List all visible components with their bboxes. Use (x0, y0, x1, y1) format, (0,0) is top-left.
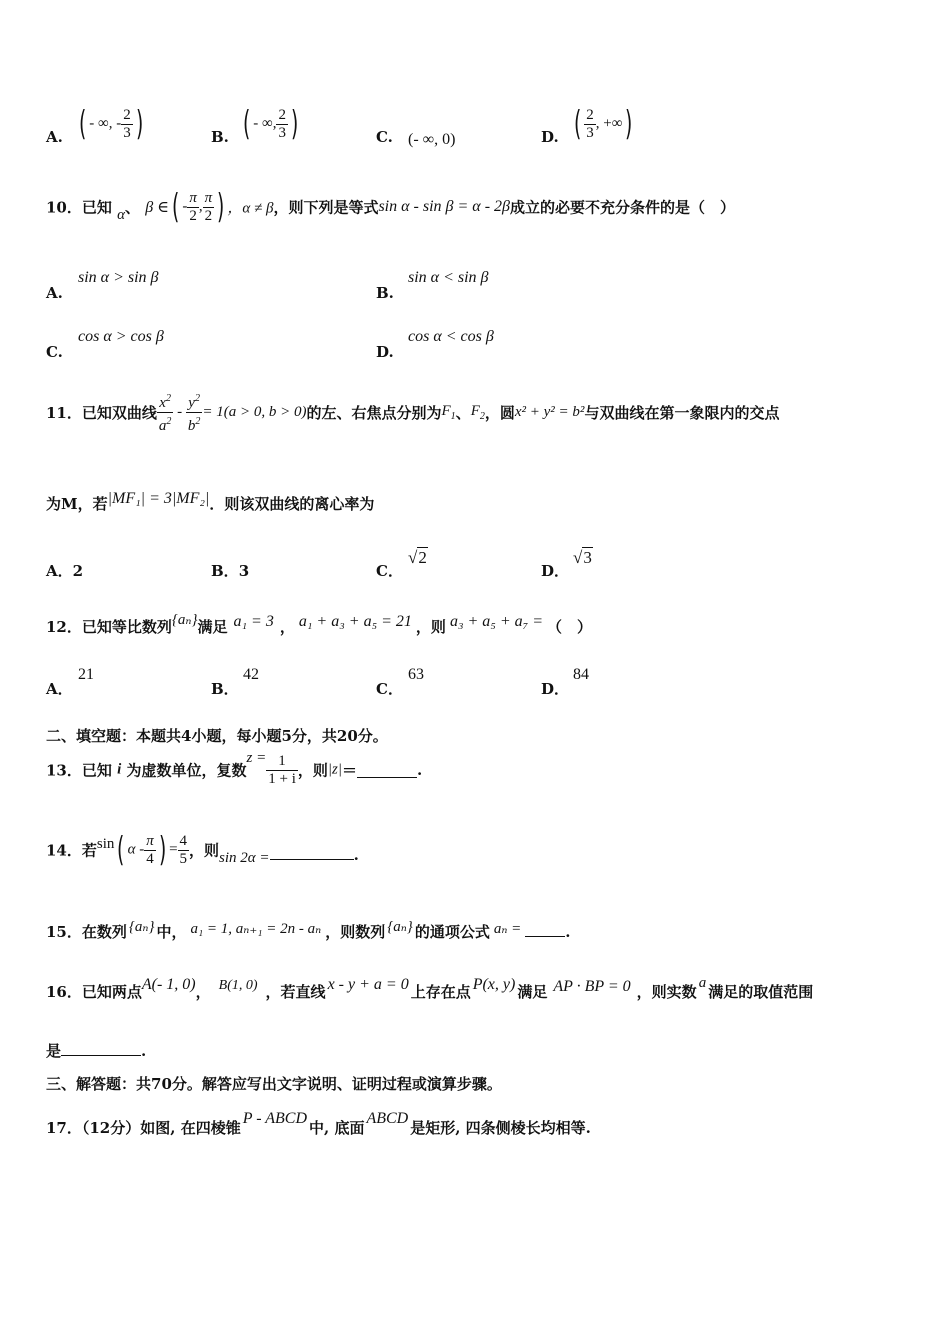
q16-end: . (141, 1042, 147, 1060)
q14-sin: sin (96, 836, 115, 852)
q11-stem-line2 (46, 490, 374, 514)
q15-cond: a₁ = 1, aₙ₊₁ = 2n - aₙ (190, 921, 322, 937)
q12-c2: a₁ + a₃ + a₅ = 21 (298, 613, 412, 630)
q9-d-num: 2 (586, 106, 594, 123)
q12-t2: ， (279, 618, 295, 636)
q11-option-c-label: C． (376, 562, 403, 580)
q11-option-b (211, 560, 249, 581)
q9-b-num: 2 (278, 106, 286, 123)
q14-fnum: 4 (179, 832, 188, 849)
q14-pi: π (146, 832, 154, 849)
q13-t1: 为虚数单位，复数 (121, 761, 247, 780)
q9-option-d-expr: ( $\frac{2}{3}$ , +∞) (573, 104, 633, 144)
q15-t3: 的通项公式 (414, 923, 490, 941)
q12-option-b-label: B． (211, 680, 239, 698)
q13-frac-num: 1 (266, 753, 298, 771)
q11-option-c-sqrt: √2 (408, 548, 427, 567)
q11-b-value: 3 (238, 562, 250, 580)
q14-inner: α - (127, 841, 145, 858)
q10-option-a-label: A. (46, 284, 63, 302)
q17-pyramid: P - ABCD (242, 1110, 307, 1127)
q15-t2: ，则数列 (325, 923, 386, 941)
q15-num: 15．在数列 (46, 923, 127, 941)
q9-option-d-label: D. (541, 128, 559, 146)
q11-a: a (158, 418, 167, 434)
q17-t1: 中, 底面 (309, 1119, 365, 1137)
q10-option-b-label: B. (376, 284, 394, 302)
q16-t4: ，则实数 (636, 983, 697, 1001)
q15-answer-blank[interactable] (525, 922, 565, 937)
q9-option-a-label: A. (46, 128, 63, 146)
q9-b-left: - ∞, (253, 115, 277, 132)
q11-text1: 的左、右焦点分别为 (306, 404, 442, 422)
q10-pi-1: π (189, 189, 197, 206)
q11-x: x (159, 395, 166, 411)
q10-stem: 10．已知 α、 β ∈( - $\frac{\pi}{2}$ , $\frac{\pi}{2}$ ) ，α ≠ β，则下列是等式sin α - sin β = α - 2β成立的必要不充分条件的是（ ） (46, 187, 735, 227)
q11-y: y (188, 395, 195, 411)
q16-point-a: A(- 1, 0) (141, 976, 196, 993)
q10-interval-left: - (182, 198, 188, 215)
q15-seq-2: {aₙ} (387, 919, 413, 935)
q16-line2: 是 (46, 1042, 62, 1060)
q9-a-num: 2 (123, 106, 131, 123)
q12-option-a-value: 21 (78, 666, 94, 683)
q17-num: 17．（12分）如图, 在四棱锥 (46, 1119, 241, 1137)
q11-text2: ，圆 (484, 404, 515, 422)
q10-option-d-expr: cos α < cos β (408, 328, 494, 345)
q13-frac-den: 1 + i (268, 770, 296, 787)
q10-tail: 成立的必要不充分条件的是（ ） (509, 198, 735, 217)
q14-stem: 14．若sin( α - $\frac{\pi}{4}$ ) = $\frac{4}{5}$ ，则sin 2α = . (46, 830, 359, 870)
q12-seq: {aₙ} (171, 612, 198, 628)
q10-mid: ，则下列是等式 (273, 198, 379, 217)
q12-c3: a₃ + a₅ + a₇ = (449, 613, 544, 630)
q16-t5: 满足的取值范围 (708, 983, 814, 1001)
q11-f2: F (470, 403, 480, 419)
q17-t2: 是矩形, 四条侧棱长均相等. (410, 1119, 591, 1137)
q13-i: i (117, 761, 122, 778)
q11-stem-line1: 11．已知双曲线 $\frac{x^2}{a^2}$ - $\frac{y^2}{b^2}$ = 1(a > 0, b > 0)的左、右焦点分别为$F_1$、$F_2$，圆x² + y² = b²与双曲线在第一象限内的交点 (46, 390, 779, 435)
q14-t1: ，则 (189, 841, 220, 860)
q15-t1: 中， (156, 923, 187, 941)
q16-stem-line1 (46, 975, 813, 1002)
q16-num: 16．已知两点 (46, 983, 142, 1001)
q11-a-value: 2 (72, 562, 84, 580)
q16-point-p: P(x, y) (472, 976, 516, 993)
q10-beta-in: β ∈ (145, 199, 170, 216)
q9-d-right: , +∞ (595, 115, 623, 132)
q16-a: a (698, 975, 707, 991)
q15-end: . (565, 923, 571, 941)
q9-d-den: 3 (586, 124, 594, 141)
q11-sep: 、 (455, 404, 471, 422)
q12-option-b-value: 42 (243, 666, 259, 683)
q17-stem (46, 1110, 591, 1138)
q11-text3: 与双曲线在第一象限内的交点 (584, 404, 780, 422)
q12-option-c-value: 63 (408, 666, 424, 683)
q11-b: b (187, 418, 196, 434)
q10-option-d-label: D. (376, 343, 394, 361)
q9-option-c-label: C. (376, 128, 393, 146)
q11-b-label: B． (211, 562, 239, 580)
q11-option-d-label: D． (541, 562, 570, 580)
q14-fden: 5 (179, 850, 188, 867)
q16-stem-line2 (46, 1040, 146, 1061)
q9-a-den: 3 (123, 124, 131, 141)
section-3-heading: 三、解答题：共70分。解答应写出文字说明、证明过程或演算步骤。 (46, 1075, 502, 1093)
q13-z: z = (246, 750, 267, 766)
q11-f1: F (441, 403, 451, 419)
q9-option-b-label: B. (211, 128, 229, 146)
q12-t3: ，则 (415, 618, 446, 636)
q10-equation: sin α - sin β = α - 2β (378, 198, 510, 215)
q9-option-b-expr: ( - ∞, $\frac{2}{3}$ ) (242, 104, 299, 144)
q15-stem (46, 917, 571, 942)
q10-alpha: α (117, 207, 125, 223)
q16-line: x - y + a = 0 (327, 976, 409, 993)
q13-t2: ，则 (297, 761, 328, 780)
q14-num: 14．若 (46, 841, 97, 860)
q11-num: 11．已知双曲线 (46, 404, 157, 422)
q10-pi-2: π (204, 189, 213, 206)
q12-option-a-label: A． (46, 680, 73, 698)
q10-option-b-expr: sin α < sin β (408, 269, 489, 286)
q11-option-d-sqrt: √3 (573, 548, 592, 567)
q9-a-left: - ∞, - (89, 115, 122, 132)
q10-option-c-label: C. (46, 343, 63, 361)
q11-option-a (46, 560, 83, 581)
q15-an: aₙ = (493, 921, 522, 937)
q13-t3: ＝ (341, 761, 357, 780)
q14-end: . (353, 846, 359, 864)
q12-option-d-label: D． (541, 680, 570, 698)
q14-eq: = (169, 841, 178, 858)
q16-t1: ，若直线 (265, 983, 326, 1001)
q10-comma: , (198, 198, 203, 215)
q11-c-radicand: 2 (418, 548, 427, 567)
q10-two-2: 2 (204, 207, 213, 224)
q10-option-a-expr: sin α > sin β (78, 269, 159, 286)
q13-end: . (417, 761, 423, 779)
q12-stem (46, 610, 592, 637)
q12-c1: a₁ = 3 (233, 613, 274, 630)
q15-seq-1: {aₙ} (128, 919, 155, 935)
q11-ratio: |MF₁| = 3|MF₂| (107, 490, 210, 507)
q10-cond: ，α ≠ β (227, 200, 274, 217)
q9-b-den: 3 (278, 124, 286, 141)
q12-num: 12．已知等比数列 (46, 618, 172, 636)
q16-point-b: B(1, 0) (218, 978, 258, 993)
q10-two-1: 2 (189, 207, 197, 224)
q13-num: 13．已知 (46, 761, 118, 780)
q13-absz: |z| (327, 761, 342, 778)
q10-num: 10．已知 (46, 198, 112, 217)
q12-t1: 满足 (197, 618, 228, 636)
q13-stem (46, 750, 422, 788)
q13-answer-blank[interactable] (357, 763, 417, 778)
section-2-heading: 二、填空题：本题共4小题，每小题5分，共20分。 (46, 727, 388, 745)
q16-answer-blank[interactable] (61, 1041, 141, 1056)
q12-option-d-value: 84 (573, 666, 589, 683)
q10-sep: 、 (124, 198, 140, 217)
q9-option-c-expr: (- ∞, 0) (408, 131, 456, 148)
q14-expr: sin 2α = (219, 850, 270, 866)
q11-line2-a: 为M，若 (46, 495, 108, 513)
q16-t3: 满足 (517, 983, 548, 1001)
q14-four: 4 (146, 850, 154, 867)
q11-d-radicand: 3 (583, 548, 592, 567)
q10-option-c-expr: cos α > cos β (78, 328, 164, 345)
q11-circle: x² + y² = b² (514, 404, 585, 420)
q12-t4: （ ） (547, 618, 593, 636)
q16-c1: ， (195, 983, 211, 1001)
q9-option-a-expr: ( - ∞, - $\frac{2}{3}$ ) (78, 104, 143, 144)
q16-t2: 上存在点 (410, 983, 471, 1001)
q11-a-label: A． (46, 562, 73, 580)
q17-base: ABCD (366, 1110, 409, 1127)
q11-line2-b: ．则该双曲线的离心率为 (209, 495, 375, 513)
q14-answer-blank[interactable] (270, 845, 354, 860)
q12-option-c-label: C． (376, 680, 403, 698)
q11-eq-rest: = 1(a > 0, b > 0) (202, 404, 307, 420)
q16-dot: AP · BP = 0 (553, 978, 631, 995)
